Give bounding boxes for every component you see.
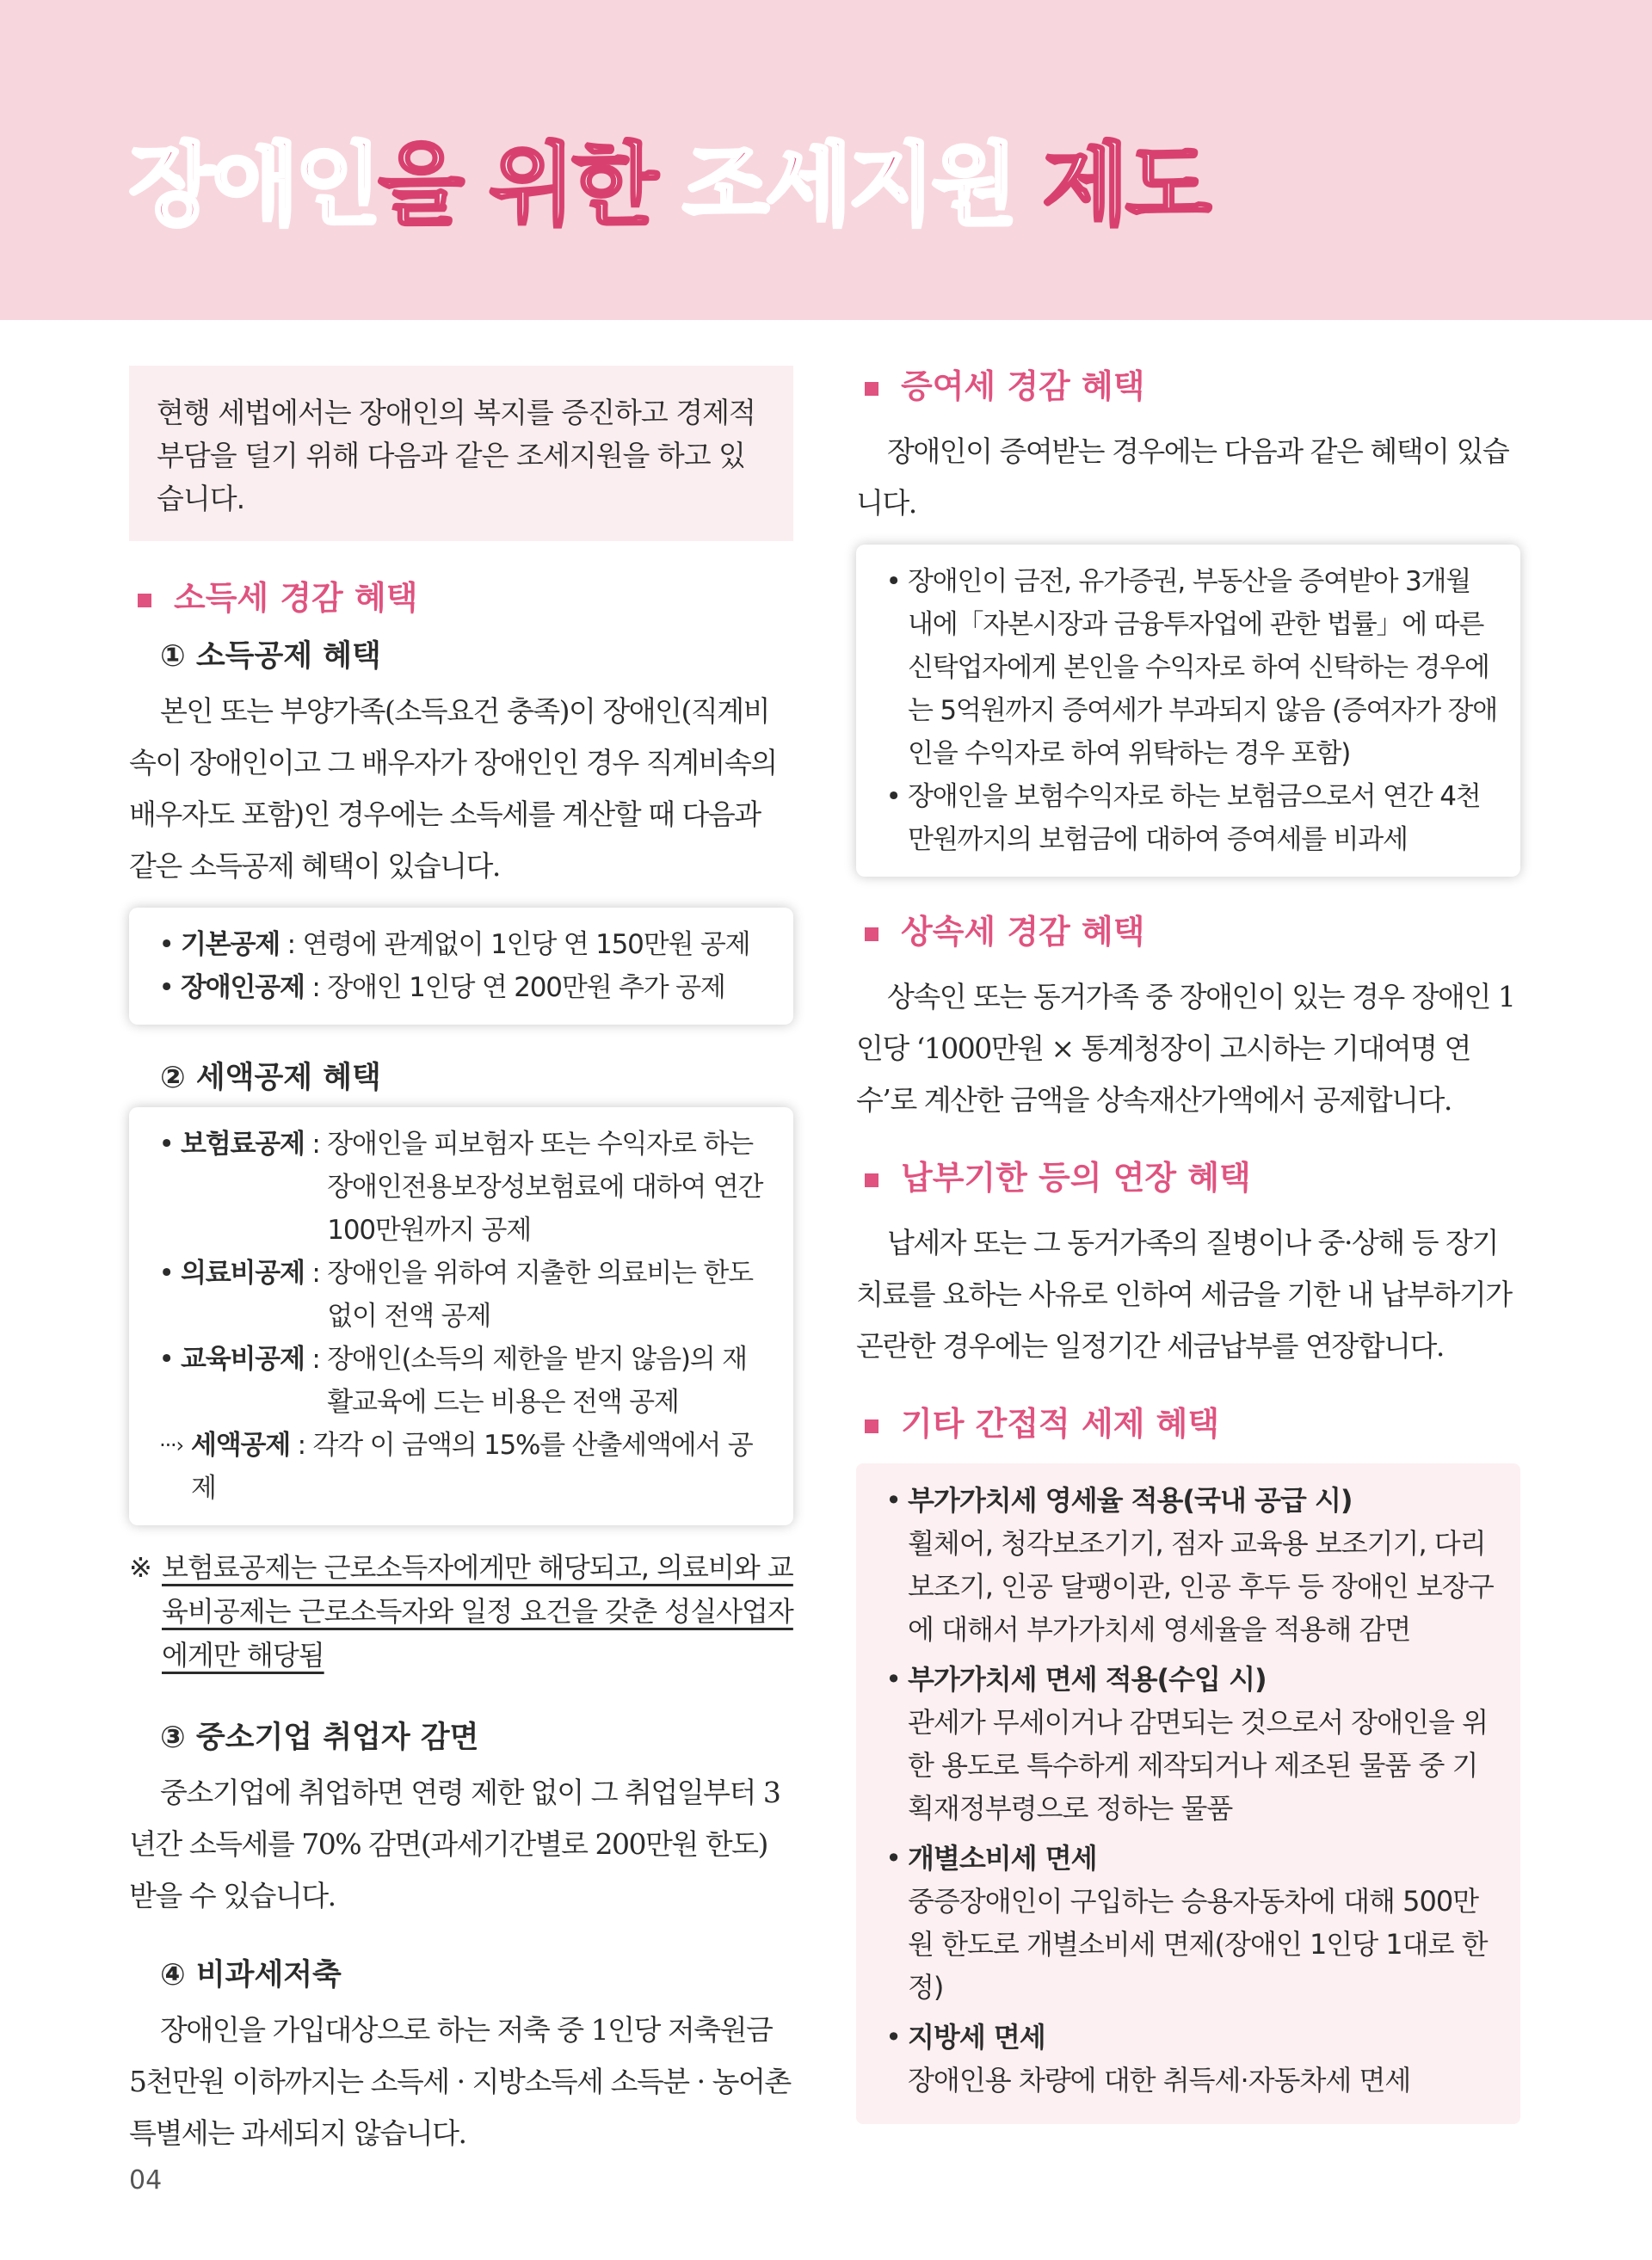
list-item <box>878 1479 1498 1651</box>
gift-tax-card <box>856 545 1520 877</box>
list-item <box>151 923 771 966</box>
bullet-icon: • <box>885 2021 901 2054</box>
item-title: 부가가치세 영세율 적용(국내 공급 시) <box>908 1484 1353 1517</box>
section-heading-indirect <box>856 1403 1520 1444</box>
item-sep: : <box>304 1258 328 1289</box>
item-text: 중증장애인이 구입하는 승용자동차에 대해 500만원 한도로 개별소비세 면제(장애인 1인당 1대로 한정) <box>908 1885 1488 2004</box>
intro-box: 현행 세법에서는 장애인의 복지를 증진하고 경제적 부담을 덜기 위해 다음과 같은 조세지원을 하고 있습니다. <box>129 366 793 541</box>
item-label: 기본공제 <box>181 929 280 960</box>
item-sep: : <box>304 1129 328 1160</box>
page-header <box>0 0 1652 320</box>
item-text: 장애인이 금전, 유가증권, 부동산을 증여받아 3개월 내에「자본시장과 금융투자업에 관한 법률」에 따른 신탁업자에게 본인을 수익자로 하여 신탁하는 경우에는 5억원까지 증여세가 부과되지 않음 (증여자가 장애인을 수익자로 하여 위탁하는 경우 포함) <box>908 566 1498 769</box>
item-title: 개별소비세 면세 <box>908 1842 1097 1875</box>
item-text: : 장애인 1인당 연 200만원 추가 공제 <box>304 972 725 1003</box>
reference-mark-icon: ※ <box>129 1551 151 1584</box>
page-number: 04 <box>129 2165 163 2195</box>
square-bullet-icon <box>865 1173 878 1187</box>
gift-tax-body: 장애인이 증여받는 경우에는 다음과 같은 혜택이 있습니다. <box>856 434 1509 520</box>
bullet-icon: • <box>885 1842 901 1875</box>
bullet-icon: • <box>158 1258 174 1289</box>
bullet-icon: • <box>158 929 174 960</box>
bullet-icon: • <box>885 1663 901 1696</box>
heading-text: 납부기한 등의 연장 혜택 <box>901 1159 1251 1197</box>
list-item <box>151 1123 771 1252</box>
section-heading-inheritance-tax <box>856 911 1520 952</box>
item-label: 보험료공제 <box>181 1129 305 1160</box>
arrow-icon: ···› <box>159 1433 183 1457</box>
item-text: 장애인을 위하여 지출한 의료비는 한도 없이 전액 공제 <box>327 1258 753 1332</box>
title-part: 장애인 <box>129 132 379 237</box>
item-title: 부가가치세 면세 적용(수입 시) <box>908 1663 1267 1696</box>
item-label: 의료비공제 <box>181 1258 305 1289</box>
item-sep: : <box>304 1344 328 1375</box>
deduction-body: 본인 또는 부양가족(소득요건 충족)이 장애인(직계비속이 장애인이고 그 배우자가 장애인인 경우 직계비속의 배우자도 포함)인 경우에는 소득세를 계산할 때 다음과 같은 소득공제 혜택이 있습니다. <box>129 694 777 883</box>
list-item <box>878 2016 1498 2102</box>
subheading-deduction: ① 소득공제 혜택 <box>160 639 381 674</box>
left-column <box>129 366 793 2175</box>
summary-item <box>151 1424 771 1510</box>
list-item <box>151 1252 771 1338</box>
footnote <box>129 1546 793 1678</box>
sme-body: 중소기업에 취업하면 연령 제한 없이 그 취업일부터 3년간 소득세를 70% 감면(과세기간별로 200만원 한도)받을 수 있습니다. <box>129 1776 780 1912</box>
item-label: 교육비공제 <box>181 1344 305 1375</box>
title-part: 을 위한 <box>378 132 683 237</box>
savings-body: 장애인을 가입대상으로 하는 저축 중 1인당 저축원금 5천만원 이하까지는 소득세 · 지방소득세 소득분 · 농어촌특별세는 과세되지 않습니다. <box>129 2013 791 2150</box>
item-label: 세액공제 <box>191 1430 290 1461</box>
right-column <box>856 366 1520 2124</box>
page-title <box>129 129 1208 241</box>
list-item <box>878 1658 1498 1830</box>
list-item <box>878 560 1498 775</box>
deduction-card <box>129 908 793 1025</box>
section-heading-deadline <box>856 1157 1520 1198</box>
bullet-icon: • <box>158 1344 174 1375</box>
section-heading-income-tax <box>129 577 793 619</box>
list-item <box>151 1338 771 1424</box>
item-title: 지방세 면세 <box>908 2021 1045 2054</box>
tax-credit-card <box>129 1107 793 1525</box>
square-bullet-icon <box>138 594 151 607</box>
subheading-sme: ③ 중소기업 취업자 감면 <box>160 1721 479 1755</box>
item-text: 장애인을 보험수익자로 하는 보험금으로서 연간 4천만원까지의 보험금에 대하여 증여세를 비과세 <box>908 781 1481 855</box>
item-text: : 연령에 관계없이 1인당 연 150만원 공제 <box>279 929 750 960</box>
title-part: 제도 <box>1014 132 1209 237</box>
square-bullet-icon <box>865 382 878 396</box>
item-text: 장애인을 피보험자 또는 수익자로 하는 장애인전용보장성보험료에 대하여 연간 100만원까지 공제 <box>327 1129 763 1246</box>
bullet-icon: • <box>158 972 174 1003</box>
heading-text: 증여세 경감 혜택 <box>901 367 1145 405</box>
footnote-text: 보험료공제는 근로소득자에게만 해당되고, 의료비와 교육비공제는 근로소득자와 일정 요건을 갖춘 성실사업자에게만 해당됨 <box>162 1551 793 1672</box>
title-part: 조세지원 <box>682 132 1015 237</box>
item-text: 장애인(소득의 제한을 받지 않음)의 재활교육에 드는 비용은 전액 공제 <box>327 1344 747 1418</box>
inheritance-tax-body: 상속인 또는 동거가족 중 장애인이 있는 경우 장애인 1인당 ‘1000만원 × 통계청장이 고시하는 기대여명 연수’로 계산한 금액을 상속재산가액에서 공제합니다. <box>856 980 1515 1117</box>
item-text: 장애인용 차량에 대한 취득세·자동차세 면세 <box>908 2064 1411 2097</box>
item-label: 장애인공제 <box>181 972 305 1003</box>
list-item <box>151 966 771 1009</box>
bullet-icon: • <box>885 781 901 812</box>
heading-text: 소득세 경감 혜택 <box>174 579 418 617</box>
bullet-icon: • <box>158 1129 174 1160</box>
item-text: 휠체어, 청각보조기기, 점자 교육용 보조기기, 다리보조기, 인공 달팽이관, 인공 후두 등 장애인 보장구에 대해서 부가가치세 영세율을 적용해 감면 <box>908 1527 1494 1646</box>
bullet-icon: • <box>885 566 901 597</box>
deadline-body: 납세자 또는 그 동거가족의 질병이나 중·상해 등 장기 치료를 요하는 사유로 인하여 세금을 기한 내 납부하기가 곤란한 경우에는 일정기간 세금납부를 연장합니다. <box>856 1226 1512 1363</box>
item-text: 관세가 무세이거나 감면되는 것으로서 장애인을 위한 용도로 특수하게 제작되거나 제조된 물품 중 기획재정부령으로 정하는 물품 <box>908 1706 1489 1825</box>
heading-text: 기타 간접적 세제 혜택 <box>901 1405 1220 1443</box>
subheading-tax-credit: ② 세액공제 혜택 <box>160 1061 381 1095</box>
subheading-savings: ④ 비과세저축 <box>160 1958 342 1992</box>
indirect-benefits-box <box>856 1463 1520 2124</box>
square-bullet-icon <box>865 927 878 941</box>
section-heading-gift-tax <box>856 366 1520 407</box>
list-item <box>878 1837 1498 2009</box>
heading-text: 상속세 경감 혜택 <box>901 913 1145 951</box>
item-text: : 각각 이 금액의 15%를 산출세액에서 공제 <box>191 1430 753 1504</box>
bullet-icon: • <box>885 1484 901 1517</box>
list-item <box>878 775 1498 861</box>
square-bullet-icon <box>865 1419 878 1433</box>
